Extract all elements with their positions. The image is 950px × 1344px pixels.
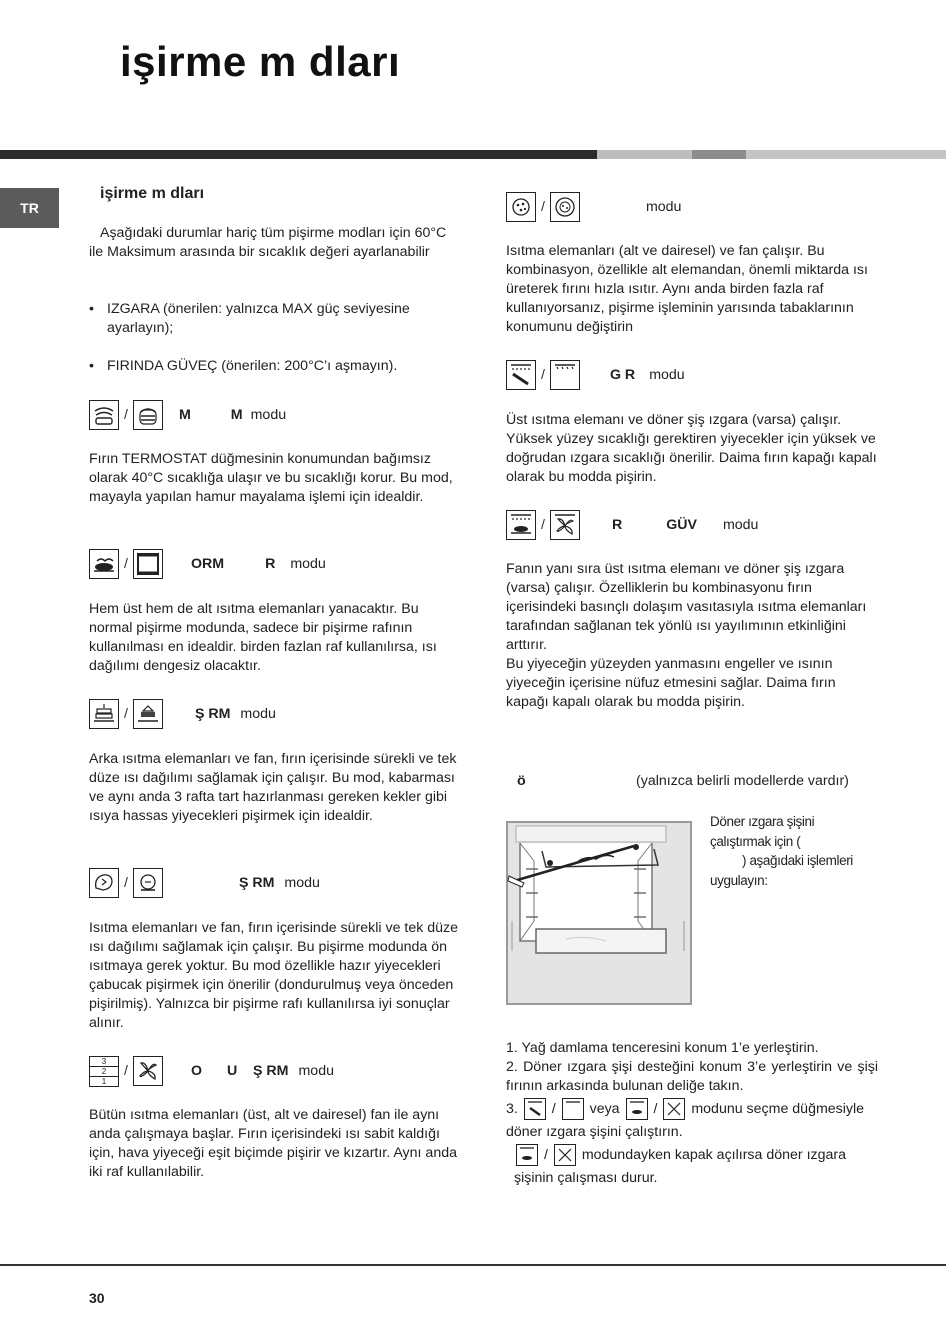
gratin-icon	[506, 510, 536, 540]
footer-rule	[0, 1264, 946, 1266]
mode-suffix: modu	[290, 556, 326, 572]
step-2: 2. Döner ızgara şişi desteğini konum 3’e yerleştirin ve şişi fırının arkasında bulunan deliğe takın.	[506, 1059, 878, 1094]
mode-suffix: modu	[722, 517, 759, 533]
grill-icon	[506, 360, 536, 390]
mode-header: / Ş RM modu	[89, 697, 276, 731]
mode-description: Bu yiyeceğin yüzeyden yanmasını engeller ve ısının yiyeceğin içerisine nüfuz etmesini sağlar. Daima fırın kapağı kapalı olarak bu modda pişirin.	[506, 656, 836, 710]
mode-label: ORM	[190, 556, 225, 572]
section-title: işirme m dları	[100, 185, 205, 202]
gratin-icon	[626, 1098, 648, 1120]
mode-header: / Ş RM modu	[89, 866, 320, 900]
gratin-icon	[516, 1144, 538, 1166]
mode-label: GÜV	[666, 517, 697, 533]
mode-description: Üst ısıtma elemanı ve döner şiş ızgara (varsa) çalışır. Yüksek yüzey sıcaklığı gerektiren yiyecekler için yüksek ve doğrudan ızgara sıcaklığı önerilir. Daima fırın kapağı kapalı olarak bu modda pişirin.	[506, 412, 877, 485]
multilevel-levels-icon	[89, 1056, 119, 1087]
gratin-fan-icon	[663, 1098, 685, 1120]
mode-suffix: modu	[298, 1063, 334, 1079]
mode-suffix: modu	[284, 875, 320, 891]
mode-label: R	[611, 517, 623, 533]
grill-alt-icon	[550, 360, 580, 390]
pizza-icon	[506, 192, 536, 222]
side-text-line: çalıştırmak için (	[710, 833, 801, 849]
bullet-text: FIRINDA GÜVEÇ (önerilen: 200°C’ı aşmayın).	[107, 358, 398, 374]
mode-label: U Ş RM	[227, 1063, 289, 1079]
gratin-fan-icon	[550, 510, 580, 540]
dough-rise-icon	[89, 400, 119, 430]
side-text-line: ) aşağıdaki işlemleri	[742, 853, 853, 868]
pizza-alt-icon	[550, 192, 580, 222]
mode-header: / G R modu	[506, 358, 685, 392]
dough-rise-alt-icon	[133, 400, 163, 430]
mode-header: / ORM R modu	[89, 547, 326, 581]
conventional-icon	[89, 549, 119, 579]
mode-description: Bütün ısıtma elemanları (üst, alt ve dairesel) fan ile aynı anda çalışmaya başlar. Fırın içerisindeki ısı sabit kaldığı için, hava yiyeceği eşit biçimde pişirir ve kızartır. Aynı anda iki raf kullanılabilir.	[89, 1107, 457, 1180]
step-number: 3.	[506, 1101, 518, 1117]
rotisserie-side-text	[710, 812, 875, 890]
mode-label: M	[230, 407, 243, 423]
rotisserie-note: (yalnızca belirli modellerde vardır)	[636, 773, 849, 789]
mode-description: Hem üst hem de alt ısıtma elemanları yanacaktır. Bu normal pişirme modunda, sadece bir pişirme rafının kullanılması en idealdir. birden fazlan raf kullanılırsa, ısı dağılımı dengesiz olacaktır.	[89, 601, 437, 674]
header-bar-segment	[597, 150, 692, 159]
mode-description: Isıtma elemanları ve fan, fırın içerisinde sürekli ve tek düze ısı dağılımı sağlamak için çalışır. Bu pişirme modunda ön ısıtmaya gerek yoktur. Bu mod özellikle hazır yiyecekleri çabucak pişirmek için önerilir (dondurulmuş veya önceden pişirilmiş). Yalnızca bir pişirme rafı kullanılırsa iyi sonuçlar alınır.	[89, 920, 459, 1031]
grill-alt-icon	[562, 1098, 584, 1120]
page-title: işirme m dları	[120, 38, 401, 85]
mode-label: G R	[609, 367, 636, 383]
level-number: 2	[90, 1067, 118, 1077]
bullet-item: • FIRINDA GÜVEÇ (önerilen: 200°C’ı aşmayın).	[89, 358, 398, 374]
mode-label: Ş RM	[238, 875, 275, 891]
mode-suffix: modu	[645, 199, 682, 215]
bullet-text: IZGARA (önerilen: yalnızca MAX güç seviyesine ayarlayın);	[107, 301, 410, 336]
mode-suffix: modu	[649, 367, 685, 383]
mode-label: Ş RM	[194, 706, 231, 722]
mode-label: M	[178, 407, 191, 423]
rotisserie-title: ö	[517, 773, 526, 789]
step-text: modunu seçme düğmesiyle döner ızgara şişini çalıştırın.	[506, 1101, 865, 1140]
page-number: 30	[89, 1290, 105, 1306]
pastry-icon	[89, 699, 119, 729]
conventional-alt-icon	[133, 549, 163, 579]
warning-text: modundayken kapak açılırsa döner ızgara şişinin çalışması durur.	[514, 1147, 847, 1186]
gratin-fan-icon	[554, 1144, 576, 1166]
bullet-item: • IZGARA (önerilen: yalnızca MAX güç seviyesine ayarlayın);	[89, 301, 410, 336]
fan-icon	[133, 1056, 163, 1086]
fast-cooking-icon	[89, 868, 119, 898]
level-number: 3	[90, 1057, 118, 1067]
step-1: 1. Yağ damlama tenceresini konum 1’e yerleştirin.	[506, 1040, 819, 1056]
step-3: 3. / veya / modunu seçme düğmesiyle döner ızgara şişini çalıştırın.	[506, 1098, 886, 1144]
mode-label: O	[190, 1063, 202, 1079]
oven-illustration	[506, 821, 692, 1005]
mode-description: Fanın yanı sıra üst ısıtma elemanı ve döner şiş ızgara (varsa) çalışır. Özelliklerin bu kombinasyonu fırın içerisindeki basınçlı dolaşım vasıtasıyla ısıtma elemanları tarafından sağlanan tek yönlü ısı yayılımının etkinliğini arttırır.	[506, 561, 867, 653]
mode-suffix: modu	[250, 407, 287, 423]
mode-description: Isıtma elemanları (alt ve dairesel) ve fan çalışır. Bu kombinasyon, özellikle alt elemandan, önemli miktarda ısı üreterek fırını hızla ısıtır. Aynı anda birden fazla raf kullanıyorsanız, pişirme işleminin yarısında tabaklarının konumunu değiştirin	[506, 243, 868, 335]
header-bar-segment	[746, 150, 946, 159]
header-bar-segment	[692, 150, 746, 159]
mode-header: / M M modu	[89, 398, 286, 432]
side-text-line: Döner ızgara şişini	[710, 814, 815, 829]
mode-description: Arka ısıtma elemanları ve fan, fırın içerisinde sürekli ve tek düze ısı dağılımı sağlamak için çalışır. Bu mod, kabarması ve aynı anda 3 rafta tart hazırlanması gereken kekler gibi ısıya hassas yiyecekleri pişirmek için idealdir.	[89, 751, 457, 824]
grill-icon	[524, 1098, 546, 1120]
mode-suffix: modu	[240, 706, 276, 722]
rotisserie-warning: / modundayken kapak açılırsa döner ızgara şişinin çalışması durur.	[514, 1144, 886, 1190]
mode-header: / R GÜV modu	[506, 508, 758, 542]
mode-header: 3 2 1 / O U Ş RM modu	[89, 1054, 334, 1088]
mode-label: R	[265, 556, 276, 572]
header-bar	[0, 150, 597, 159]
pastry-alt-icon	[133, 699, 163, 729]
mode-description: Fırın TERMOSTAT düğmesinin konumundan bağımsız olarak 40°C sıcaklığa ulaşır ve bu sıcaklığı korur. Bu mod, mayayla yapılan hamur mayalama işlemi için idealdir.	[89, 451, 453, 505]
side-text-line: uygulayın:	[710, 872, 768, 888]
mode-header: / modu	[506, 190, 681, 224]
step-connector: veya	[589, 1101, 620, 1117]
fast-cooking-alt-icon	[133, 868, 163, 898]
intro-text: Aşağıdaki durumlar hariç tüm pişirme modları için 60°C ile Maksimum arasında bir sıcaklık değeri ayarlanabilir	[89, 225, 447, 260]
language-tab: TR	[0, 188, 59, 228]
level-number: 1	[101, 1076, 107, 1086]
